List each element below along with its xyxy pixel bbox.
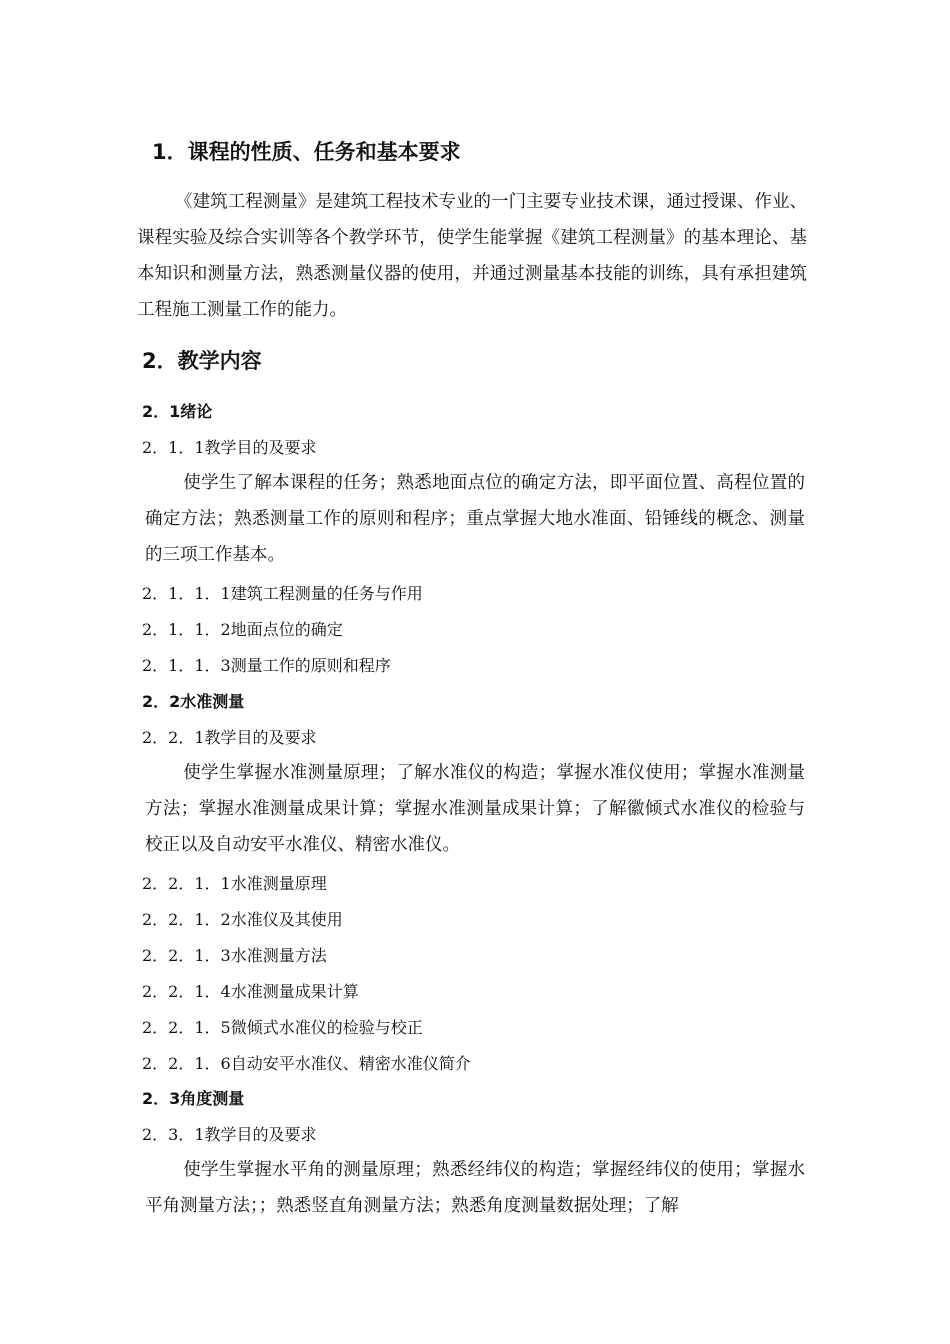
section-1-paragraph-text: 《建筑工程测量》是建筑工程技术专业的一门主要专业技术课，通过授课、作业、课程实验及综合实训等各个教学环节，使学生能掌握《建筑工程测量》的基本理论、基本知识和测量方法，熟悉测量仪器的使用，并通过测量基本技能的训练，具有承担建筑工程施工测量工作的能力。 <box>137 192 807 320</box>
goal-paragraph-2-2-1-text: 使学生掌握水准测量原理；了解水准仪的构造；掌握水准仪使用；掌握水准测量方法；掌握水准测量成果计算；掌握水准测量成果计算；了解徽倾式水准仪的检验与校正以及自动安平水准仪、精密水准仪。 <box>145 763 805 855</box>
section-heading-2: 2．教学内容 <box>142 349 262 373</box>
list-item: 2．2．1．5微倾式水准仪的检验与校正 <box>142 1018 423 1037</box>
subsection-heading-2-3: 2．3角度测量 <box>142 1089 245 1108</box>
list-item: 2．2．1．4水准测量成果计算 <box>142 982 359 1001</box>
list-item: 2．2．1．2水准仪及其使用 <box>142 910 343 929</box>
section-heading-1: 1．课程的性质、任务和基本要求 <box>152 140 461 164</box>
goal-paragraph-2-3-1 <box>145 1152 805 1224</box>
goal-paragraph-2-1-1 <box>145 465 805 573</box>
list-item: 2．1．1．1建筑工程测量的任务与作用 <box>142 584 423 603</box>
subsection-heading-2-2: 2．2水准测量 <box>142 692 245 711</box>
goal-heading-2-2-1: 2．2．1教学目的及要求 <box>142 728 317 747</box>
goal-heading-2-1-1: 2．1．1教学目的及要求 <box>142 438 317 457</box>
goal-paragraph-2-1-1-text: 使学生了解本课程的任务；熟悉地面点位的确定方法，即平面位置、高程位置的确定方法；熟悉测量工作的原则和程序；重点掌握大地水准面、铅锤线的概念、测量的三项工作基本。 <box>145 473 805 565</box>
goal-heading-2-3-1: 2．3．1教学目的及要求 <box>142 1125 317 1144</box>
goal-paragraph-2-3-1-text: 使学生掌握水平角的测量原理；熟悉经纬仪的构造；掌握经纬仪的使用；掌握水平角测量方法；；熟悉竖直角测量方法；熟悉角度测量数据处理；了解 <box>145 1160 805 1216</box>
list-item: 2．2．1．6自动安平水准仪、精密水准仪简介 <box>142 1054 471 1073</box>
subsection-heading-2-1: 2．1绪论 <box>142 402 213 421</box>
list-item: 2．1．1．2地面点位的确定 <box>142 620 343 639</box>
list-item: 2．1．1．3测量工作的原则和程序 <box>142 656 391 675</box>
section-1-paragraph <box>137 184 807 328</box>
goal-paragraph-2-2-1 <box>145 755 805 863</box>
list-item: 2．2．1．3水准测量方法 <box>142 946 327 965</box>
list-item: 2．2．1．1水准测量原理 <box>142 874 327 893</box>
